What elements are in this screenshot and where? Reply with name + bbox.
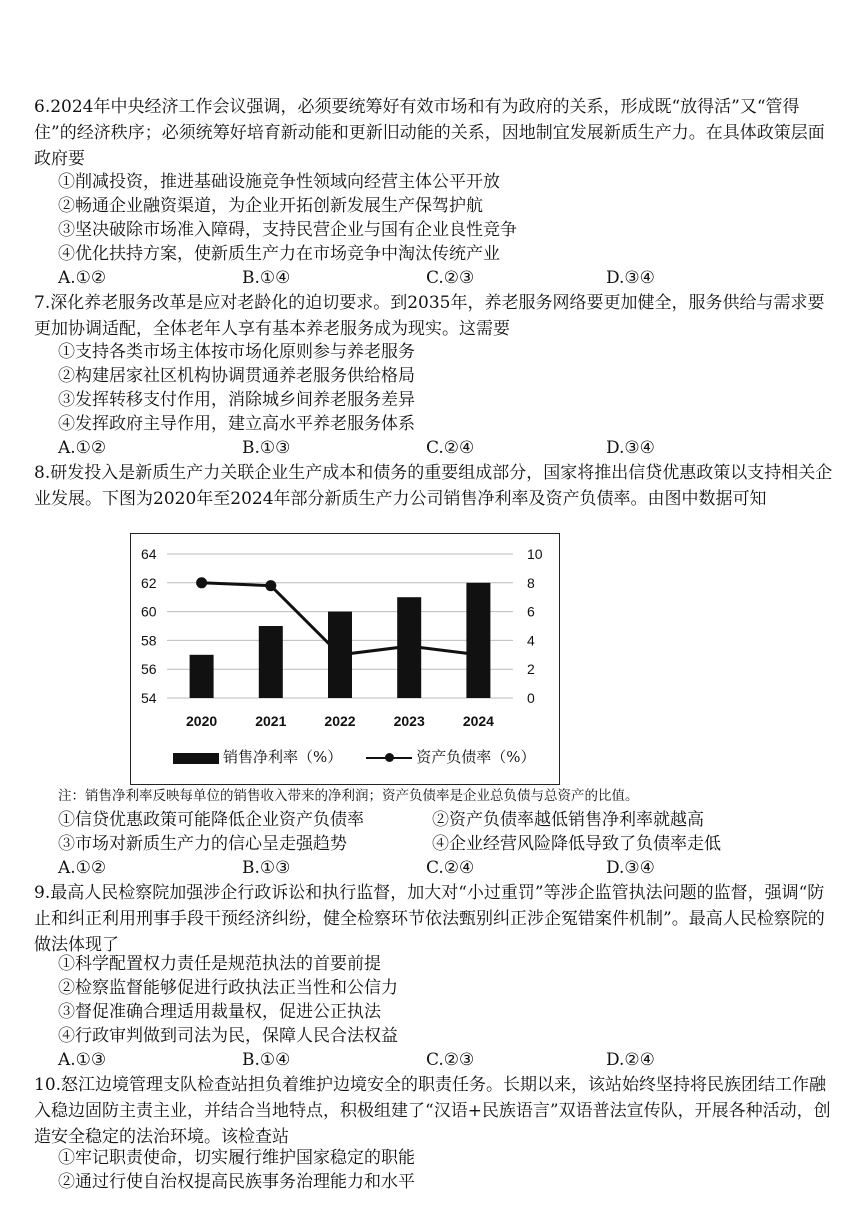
- bar: [466, 583, 490, 698]
- choice-d: D.③④: [606, 858, 655, 878]
- left-axis-tick-label: 60: [141, 603, 157, 620]
- choice-a: A.①②: [58, 858, 107, 878]
- left-axis-tick-label: 62: [141, 574, 157, 591]
- line-point: [265, 580, 276, 591]
- choice-a: A.①③: [58, 1050, 107, 1070]
- chart-note: 注：销售净利率反映每单位的销售收入带来的净利润；资产负债率是企业总负债与总资产的比值。: [58, 788, 639, 804]
- question-10-option-1: ①牢记职责使命，切实履行维护国家稳定的职能: [58, 1148, 415, 1168]
- question-7-option-3: ③发挥转移支付作用，消除城乡间养老服务差异: [58, 390, 415, 410]
- right-axis-tick-label: 8: [527, 574, 535, 591]
- choice-c: C.②④: [426, 858, 475, 878]
- right-axis-tick-label: 4: [527, 632, 535, 649]
- question-6-option-1: ①削减投资，推进基础设施竞争性领域向经营主体公平开放: [58, 172, 500, 192]
- question-8-option-2: ②资产负债率越低销售净利率就越高: [432, 810, 704, 830]
- x-axis-tick-label: 2022: [324, 713, 356, 729]
- question-8-choices: [58, 856, 818, 880]
- question-10-stem: 10.怒江边境管理支队检查站担负着维护边境安全的职责任务。长期以来，该站始终坚持将民族团结工作融入稳边固防主责主业，并结合当地特点，积极组建了“汉语+民族语言”双语普法宣传队，开展各种活动，创造安全稳定的法治环境。该检查站: [34, 1075, 831, 1147]
- question-7-option-1: ①支持各类市场主体按市场化原则参与养老服务: [58, 342, 415, 362]
- right-axis-tick-label: 2: [527, 661, 535, 678]
- choice-c: C.②③: [426, 1050, 475, 1070]
- x-axis-tick-label: 2023: [393, 713, 425, 729]
- question-6-option-3: ③坚决破除市场准入障碍，支持民营企业与国有企业良性竞争: [58, 220, 517, 240]
- legend-line-swatch: [366, 752, 412, 764]
- bar: [259, 626, 283, 698]
- question-9-option-2: ②检察监督能够促进行政执法正当性和公信力: [58, 978, 398, 998]
- question-7-option-4: ④发挥政府主导作用，建立高水平养老服务体系: [58, 414, 415, 434]
- x-axis-tick-label: 2020: [186, 713, 218, 729]
- choice-a: A.①②: [58, 268, 107, 288]
- question-8-option-3: ③市场对新质生产力的信心呈走强趋势: [58, 834, 347, 854]
- question-8-options-row-2: [58, 832, 818, 856]
- question-8-options-row-1: [58, 808, 818, 832]
- question-6-stem: 6.2024年中央经济工作会议强调，必须要统筹好有效市场和有为政府的关系，形成既“放得活”又“管得住”的经济秩序；必须统筹好培育新动能和更新旧动能的关系，因地制宜发展新质生产力。在具体政策层面政府要: [34, 97, 825, 169]
- question-9-option-4: ④行政审判做到司法为民，保障人民合法权益: [58, 1026, 398, 1046]
- x-axis-tick-label: 2024: [462, 713, 494, 729]
- question-6-choices: [58, 266, 818, 290]
- combo-chart: [131, 534, 559, 744]
- choice-b: B.①④: [242, 1050, 291, 1070]
- question-8-stem: 8.研发投入是新质生产力关联企业生产成本和债务的重要组成部分，国家将推出信贷优惠政策以支持相关企业发展。下图为2020年至2024年部分新质生产力公司销售净利率及资产负债率。由图中数据可知: [34, 463, 833, 509]
- choice-d: D.③④: [606, 268, 655, 288]
- question-9-option-1: ①科学配置权力责任是规范执法的首要前提: [58, 954, 381, 974]
- left-axis-tick-label: 56: [141, 661, 157, 678]
- question-10-option-2: ②通过行使自治权提高民族事务治理能力和水平: [58, 1172, 415, 1192]
- question-7-stem: 7.深化养老服务改革是应对老龄化的迫切要求。到2035年，养老服务网络要更加健全，服务供给与需求要更加协调适配，全体老年人享有基本养老服务成为现实。这需要: [34, 293, 825, 339]
- question-8-option-4: ④企业经营风险降低导致了负债率走低: [432, 834, 721, 854]
- choice-c: C.②④: [426, 438, 475, 458]
- line-point: [196, 577, 207, 588]
- left-axis-tick-label: 54: [141, 690, 157, 706]
- choice-b: B.①③: [242, 858, 291, 878]
- choice-b: B.①④: [242, 268, 291, 288]
- choice-d: D.②④: [606, 1050, 655, 1070]
- x-axis-tick-label: 2021: [255, 713, 287, 729]
- legend-line-label: 资产负债率（%）: [416, 748, 536, 766]
- right-axis-tick-label: 6: [527, 603, 535, 620]
- right-axis-tick-label: 10: [527, 546, 543, 562]
- chart-legend: [173, 746, 536, 767]
- choice-c: C.②③: [426, 268, 475, 288]
- bar: [190, 655, 214, 698]
- question-7-choices: [58, 436, 818, 460]
- chart-frame: [130, 533, 560, 785]
- left-axis-tick-label: 58: [141, 632, 157, 649]
- legend-bar-swatch: [173, 753, 219, 764]
- question-9-choices: [58, 1048, 818, 1072]
- question-9-stem: 9.最高人民检察院加强涉企行政诉讼和执行监督，加大对“小过重罚”等涉企监管执法问题的监督，强调“防止和纠正利用刑事手段干预经济纠纷，健全检察环节依法甄别纠正涉企冤错案件机制”。最高人民检察院的做法体现了: [34, 883, 825, 955]
- question-6-option-2: ②畅通企业融资渠道，为企业开拓创新发展生产保驾护航: [58, 196, 483, 216]
- choice-d: D.③④: [606, 438, 655, 458]
- right-axis-tick-label: 0: [527, 690, 535, 706]
- choice-a: A.①②: [58, 438, 107, 458]
- question-8-option-1: ①信贷优惠政策可能降低企业资产负债率: [58, 810, 364, 830]
- question-7-option-2: ②构建居家社区机构协调贯通养老服务供给格局: [58, 366, 415, 386]
- question-6-option-4: ④优化扶持方案，使新质生产力在市场竞争中淘汰传统产业: [58, 244, 500, 264]
- question-9-option-3: ③督促准确合理适用裁量权，促进公正执法: [58, 1002, 381, 1022]
- choice-b: B.①③: [242, 438, 291, 458]
- left-axis-tick-label: 64: [141, 546, 157, 562]
- legend-bar-label: 销售净利率（%）: [223, 748, 343, 766]
